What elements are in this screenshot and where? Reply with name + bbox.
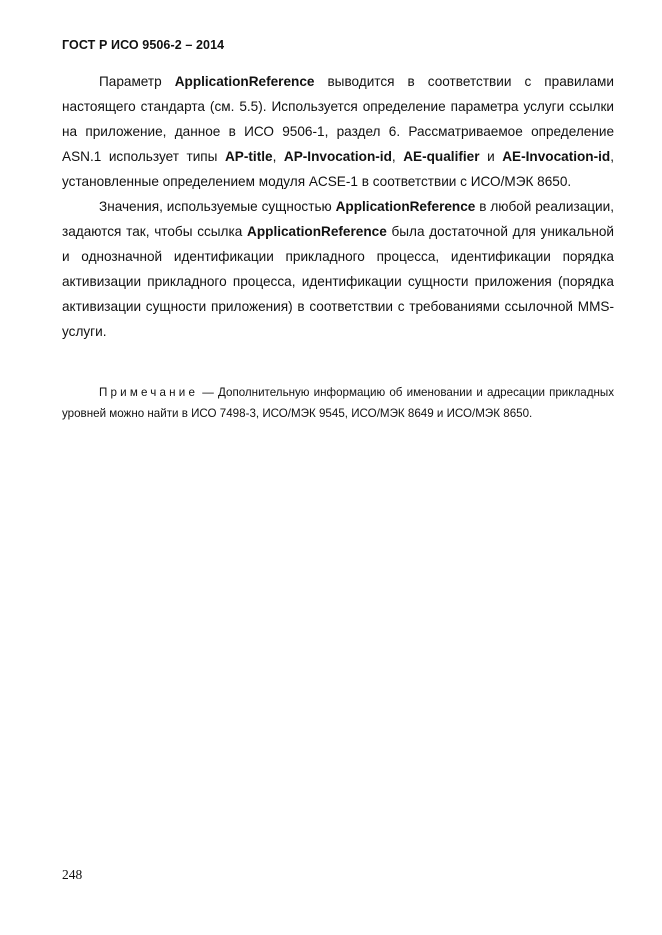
paragraph-2	[62, 194, 614, 344]
text-run: ,	[391, 149, 404, 164]
text-run: Значения, используемые сущностью	[99, 199, 336, 214]
text-run: в любой реализации, задаются так, чтобы ссылка	[62, 199, 614, 239]
term-ap-invocation-id: AP-Invocation-id	[283, 149, 392, 164]
note-text: — Дополнительную информацию об именовании и адресации прикладных уровней можно найти в ИСО 7498-3, ИСО/МЭК 9545, ИСО/МЭК 8649 и ИСО/МЭК 8650.	[62, 386, 614, 420]
term-application-reference: ApplicationReference	[335, 199, 476, 214]
note-block	[62, 382, 614, 424]
text-run: выводится в соответствии с правилами настоящего стандарта (см. 5.5). Используется определение параметра услуги ссылки на приложение, данное в ИСО 9506-1, раздел 6. Рассматриваемое определение ASN.1 использует типы	[62, 74, 615, 164]
term-ap-title: AP-title	[224, 149, 273, 164]
text-run: была достаточной для уникальной и однозначной идентификации прикладного процесса, идентификации порядка активизации прикладного процесса, идентификации сущности приложения (порядка активизации сущности приложения) в соответствии с требованиями ссылочной MMS-услуги.	[62, 224, 614, 339]
page-number: 248	[62, 867, 83, 882]
term-application-reference: ApplicationReference	[174, 74, 315, 89]
paragraph-1	[62, 69, 614, 194]
note-paragraph	[62, 382, 614, 424]
note-label: Примечание	[99, 386, 199, 399]
document-header: ГОСТ Р ИСО 9506-2 – 2014	[62, 38, 225, 52]
term-ae-qualifier: AE-qualifier	[403, 149, 480, 164]
text-run: , установленные определением модуля ACSE-1 в соответствии с ИСО/МЭК 8650.	[62, 149, 614, 189]
text-run: Параметр	[99, 74, 175, 89]
text-run: и	[479, 149, 503, 164]
term-application-reference: ApplicationReference	[247, 224, 387, 239]
text-run: ,	[272, 149, 284, 164]
term-ae-invocation-id: AE-Invocation-id	[502, 149, 611, 164]
body-text	[62, 69, 614, 344]
